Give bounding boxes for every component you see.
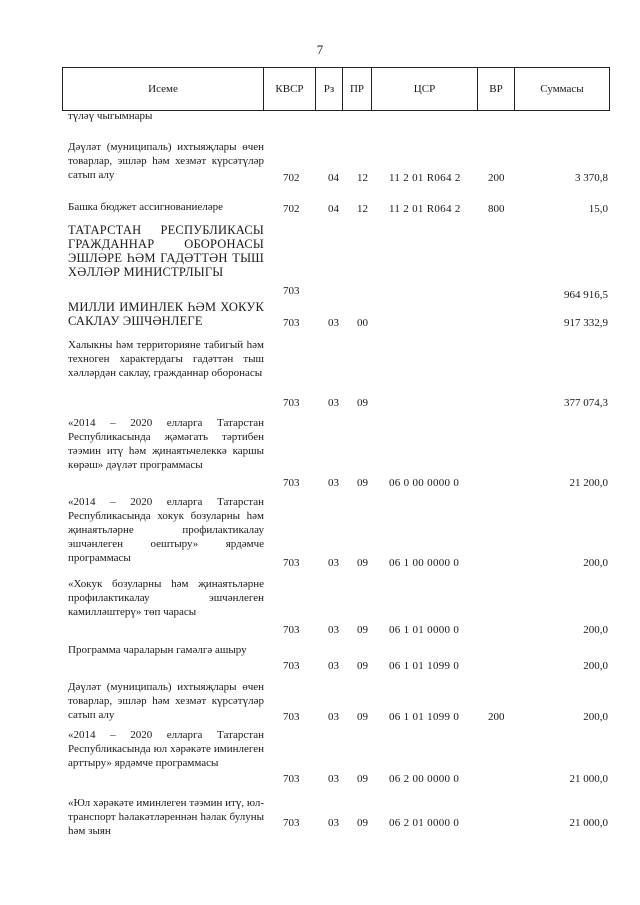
row-csr: 06 0 00 0000 0 <box>389 477 460 489</box>
row-pr: 09 <box>357 711 368 723</box>
row-kvsr: 703 <box>283 285 300 297</box>
table-row <box>0 416 640 490</box>
row-rz: 03 <box>328 660 339 672</box>
header-sum: Суммасы <box>540 83 584 95</box>
continuation-text: түләү чыгымнары <box>68 110 153 122</box>
table-row <box>0 643 640 673</box>
table-row <box>0 680 640 724</box>
table-row <box>0 200 640 216</box>
row-csr: 06 2 01 0000 0 <box>389 817 460 829</box>
row-csr: 06 1 01 1099 0 <box>389 711 460 723</box>
row-kvsr: 703 <box>283 317 300 329</box>
row-pr: 09 <box>357 660 368 672</box>
row-pr: 12 <box>357 203 368 215</box>
row-rz: 03 <box>328 817 339 829</box>
row-name: Башка бюджет ассигнованиеләре <box>68 201 223 213</box>
row-rz: 03 <box>328 624 339 636</box>
row-name: «Юл хәрәкәте иминлеген тәэмин итү, юл-транспорт һәлакәтләреннән һәлак булуны һәм зыян <box>68 797 264 837</box>
row-csr: 06 1 00 0000 0 <box>389 557 460 569</box>
table-row <box>0 728 640 786</box>
row-kvsr: 703 <box>283 660 300 672</box>
row-kvsr: 703 <box>283 711 300 723</box>
row-pr: 09 <box>357 817 368 829</box>
table-row <box>0 140 640 185</box>
row-rz: 03 <box>328 557 339 569</box>
row-sum: 200,0 <box>583 660 608 672</box>
table-row <box>0 796 640 840</box>
row-pr: 09 <box>357 624 368 636</box>
row-pr: 09 <box>357 477 368 489</box>
row-vr: 200 <box>488 172 505 184</box>
row-vr: 200 <box>488 711 505 723</box>
row-csr: 06 1 01 1099 0 <box>389 660 460 672</box>
row-name: «2014 – 2020 елларга Татарстан Республикасында җәмәгать тәртибен тәэмин итү һәм җинаятьчелеккә каршы көрәш» дәүләт программасы <box>68 417 264 471</box>
row-name: МИЛЛИ ИМИНЛЕК ҺӘМ ХОКУК САКЛАУ ЭШЧӘНЛЕГЕ <box>68 300 264 328</box>
table-row <box>0 223 640 301</box>
row-pr: 00 <box>357 317 368 329</box>
row-name: Халыкны һәм территорияне табигый һәм техноген характердагы гадәттән тыш хәлләрдән саклау, гражданнар оборонасы <box>68 339 264 379</box>
row-vr: 800 <box>488 203 505 215</box>
row-name: «2014 – 2020 елларга Татарстан Республикасында юл хәрәкәте иминлеген арттыру» ярдәмче программасы <box>68 729 264 769</box>
row-name: «2014 – 2020 елларга Татарстан Республикасында хокук бозуларны һәм җинаятьләрне профилактикалау эшчәнлеген оештыру» ярдәмче программасы <box>68 496 264 564</box>
row-name: Дәүләт (муниципаль) ихтыяҗлары өчен товарлар, эшләр һәм хезмәт күрсәтүләр сатып алу <box>68 681 264 721</box>
header-rz: Рз <box>316 68 343 110</box>
row-kvsr: 703 <box>283 397 300 409</box>
row-sum: 21 000,0 <box>569 817 608 829</box>
row-rz: 03 <box>328 317 339 329</box>
row-name: «Хокук бозуларны һәм җинаятьләрне профилактикалау эшчәнлеген камилләштерү» төп чарасы <box>68 578 264 618</box>
row-kvsr: 702 <box>283 203 300 215</box>
row-sum: 200,0 <box>583 711 608 723</box>
page-number: 7 <box>316 42 324 57</box>
row-name: ТАТАРСТАН РЕСПУБЛИКАСЫ ГРАЖДАННАР ОБОРОНАСЫ ЭШЛӘРЕ ҺӘМ ГАДӘТТӘН ТЫШ ХӘЛЛӘР МИНИСТРЛЫГЫ <box>68 223 264 279</box>
row-sum: 200,0 <box>583 624 608 636</box>
table-row <box>0 300 640 330</box>
header-name: Исеме <box>63 68 264 110</box>
row-sum: 377 074,3 <box>564 397 608 409</box>
row-kvsr: 703 <box>283 557 300 569</box>
row-sum: 964 916,5 <box>564 289 608 301</box>
row-pr: 09 <box>357 397 368 409</box>
row-kvsr: 703 <box>283 773 300 785</box>
table-row <box>0 338 640 410</box>
row-csr: 11 2 01 R064 2 <box>389 203 461 215</box>
header-csr: ЦСР <box>372 68 478 110</box>
table-header <box>62 67 610 111</box>
row-sum: 21 200,0 <box>569 477 608 489</box>
row-csr: 06 1 01 0000 0 <box>389 624 460 636</box>
row-name: Программа чараларын гамәлгә ашыру <box>68 644 247 656</box>
row-sum: 15,0 <box>588 203 608 215</box>
row-rz: 03 <box>328 773 339 785</box>
row-pr: 12 <box>357 172 368 184</box>
row-rz: 03 <box>328 711 339 723</box>
row-csr: 11 2 01 R064 2 <box>389 172 461 184</box>
row-kvsr: 703 <box>283 477 300 489</box>
table-row <box>0 495 640 570</box>
row-pr: 09 <box>357 557 368 569</box>
row-csr: 06 2 00 0000 0 <box>389 773 460 785</box>
header-pr: ПР <box>343 68 372 110</box>
row-pr: 09 <box>357 773 368 785</box>
row-name: Дәүләт (муниципаль) ихтыяҗлары өчен товарлар, эшләр һәм хезмәт күрсәтүләр сатып алу <box>68 141 264 181</box>
row-sum: 3 370,8 <box>575 172 608 184</box>
row-sum: 200,0 <box>583 557 608 569</box>
row-kvsr: 703 <box>283 624 300 636</box>
header-kvsr: КВСР <box>264 68 316 110</box>
row-sum: 917 332,9 <box>564 317 608 329</box>
row-rz: 04 <box>328 172 339 184</box>
row-rz: 03 <box>328 397 339 409</box>
header-vr: ВР <box>478 68 515 110</box>
table-row <box>0 577 640 637</box>
row-sum: 21 000,0 <box>569 773 608 785</box>
row-kvsr: 702 <box>283 172 300 184</box>
row-kvsr: 703 <box>283 817 300 829</box>
row-rz: 04 <box>328 203 339 215</box>
row-rz: 03 <box>328 477 339 489</box>
